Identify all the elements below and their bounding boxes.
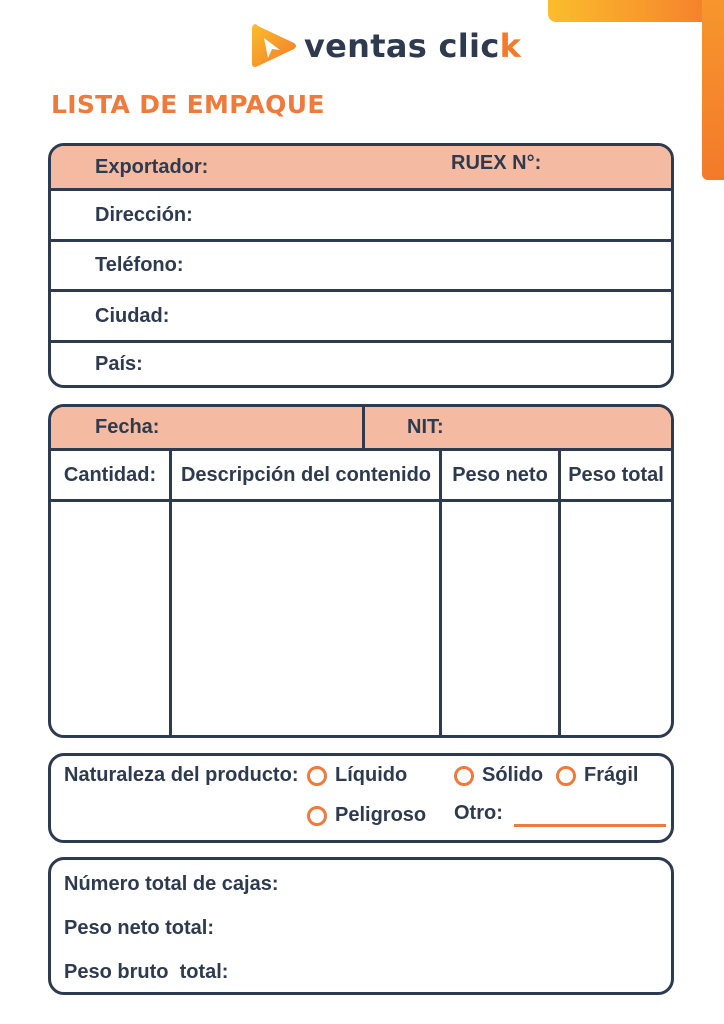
document-title: LISTA DE EMPAQUE [51,90,325,119]
exporter-row[interactable] [51,146,671,191]
brand-name: ventas click [304,27,522,65]
exporter-box [48,143,674,388]
country-label: País: [95,352,143,375]
city-row[interactable] [51,292,671,343]
phone-row[interactable] [51,242,671,292]
option-liquid[interactable] [307,764,407,787]
option-dangerous-label: Peligroso [335,804,427,826]
quantity-cell[interactable] [51,502,169,735]
radio-icon[interactable] [307,766,327,786]
option-dangerous[interactable] [307,804,426,827]
corner-decoration-side [702,0,724,180]
brand-logo [250,20,521,72]
total-boxes-label: Número total de cajas: [64,873,279,895]
option-liquid-label: Líquido [335,764,408,786]
net-weight-cell[interactable] [442,502,558,735]
total-net-weight-label: Peso neto total: [64,917,215,939]
total-weight-cell[interactable] [561,502,671,735]
table-header-row [51,451,671,502]
option-fragile[interactable] [556,764,638,787]
column-header-description: Descripción del contenido [180,463,432,486]
option-solid-label: Sólido [482,764,544,786]
description-cell[interactable] [172,502,439,735]
country-row[interactable] [51,343,671,385]
column-header-net-weight: Peso neto [452,463,548,486]
date-nit-divider [362,407,365,448]
option-fragile-label: Frágil [584,764,639,786]
date-label: Fecha: [95,416,160,438]
column-header-quantity: Cantidad: [63,463,157,486]
radio-icon[interactable] [454,766,474,786]
play-arrow-logo-icon [250,20,298,72]
ruex-label: RUEX N°: [451,152,542,174]
city-label: Ciudad: [95,304,170,327]
total-gross-weight-label: Peso bruto total: [64,961,229,983]
exporter-label: Exportador: [95,155,209,178]
table-body [51,502,671,735]
radio-icon[interactable] [307,806,327,826]
other-input-line[interactable] [514,824,666,827]
nit-label: NIT: [407,416,444,438]
column-header-total-weight: Peso total [568,463,664,486]
product-nature-label: Naturaleza del producto: [64,764,299,786]
radio-icon[interactable] [556,766,576,786]
address-label: Dirección: [95,203,193,226]
contents-box [48,404,674,738]
other-label: Otro: [454,802,503,824]
option-solid[interactable] [454,764,543,787]
corner-decoration-top [548,0,724,22]
product-nature-box [48,753,674,843]
phone-label: Teléfono: [95,254,184,276]
address-row[interactable] [51,191,671,242]
summary-box [48,857,674,995]
date-nit-row [51,407,671,451]
